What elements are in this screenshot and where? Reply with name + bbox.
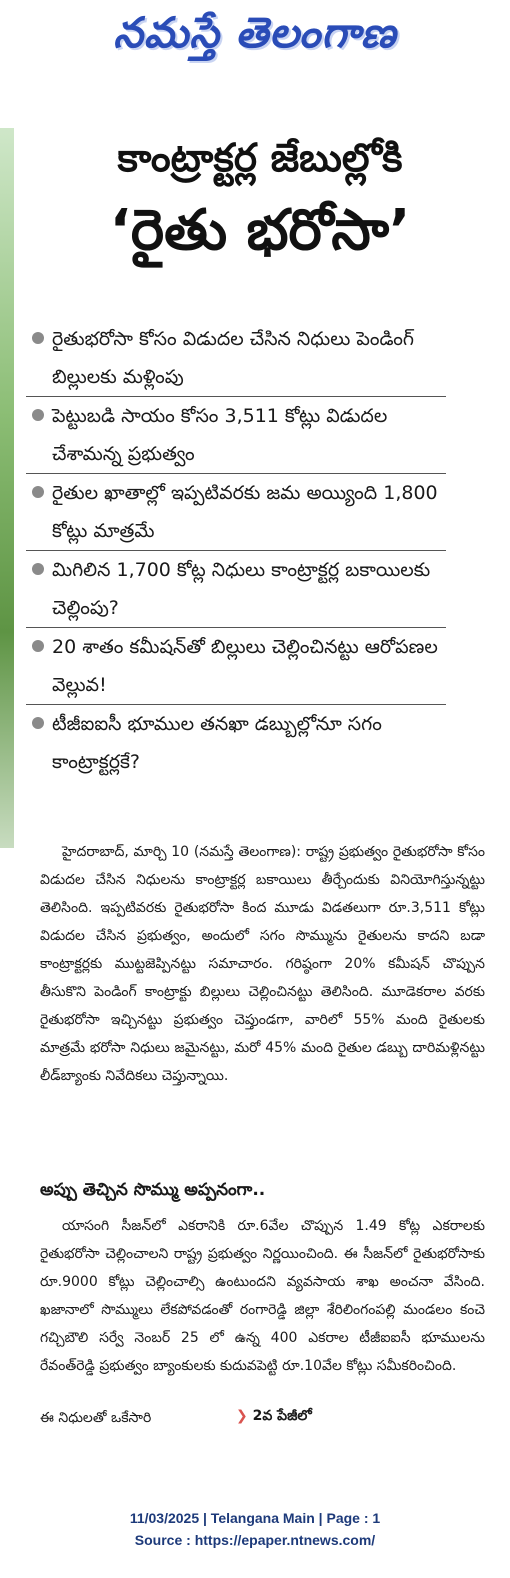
- page-jump-label: 2వ పేజీలో: [252, 1408, 312, 1424]
- chevron-right-icon: ❯: [236, 1408, 248, 1424]
- bullet-text: మిగిలిన 1,700 కోట్ల నిధులు కాంట్రాక్టర్ల బకాయిలకు చెల్లింపు?: [52, 559, 431, 619]
- bullet-list: [26, 320, 446, 781]
- footer-source-line[interactable]: Source : https://epaper.ntnews.com/: [134, 1532, 376, 1548]
- article-paragraph-2: యాసంగి సీజన్‌లో ఎకరానికి రూ.6వేల చొప్పున 1.49 కోట్ల ఎకరాలకు రైతుభరోసా చెల్లించాలని రాష్ట్ర ప్రభుత్వం నిర్ణయించింది. ఈ సీజన్‌లో రైతుభరోసాకు రూ.9000 కోట్లు చెల్లించాల్సి ఉంటుందని వ్యవసాయ శాఖ అంచనా వేసింది. ఖజానాలో సొమ్ములు లేకపోవడంతో రంగారెడ్డి జిల్లా శేరిలింగంపల్లి మండలం కంచె గచ్చిబౌలి సర్వే నెంబర్ 25 లో ఉన్న 400 ఎకరాల టీజీఐఐసీ భూములను రేవంత్‌రెడ్డి ప్రభుత్వం బ్యాంకులకు కుదువపెట్టి రూ.10వేల కోట్లు సమీకరించింది.: [40, 1218, 485, 1374]
- masthead: [0, 0, 510, 80]
- bullet-item: [26, 474, 446, 551]
- bullet-text: రైతుల ఖాతాల్లో ఇప్పటివరకు జమ అయ్యింది 1,800 కోట్లు మాత్రమే: [52, 482, 438, 542]
- headline-line-2: ‘రైతు భరోసా’: [109, 198, 411, 263]
- bullet-dot-icon: [32, 563, 44, 575]
- footer-date-line: 11/03/2025 | Telangana Main | Page : 1: [129, 1510, 381, 1526]
- article-paragraph-1: హైదరాబాద్, మార్చి 10 (నమస్తే తెలంగాణ): రాష్ట్ర ప్రభుత్వం రైతుభరోసా కోసం విడుదల చేసిన నిధులను కాంట్రాక్టర్ల బకాయిలు తీర్చేందుకు వినియోగిస్తున్నట్టు తెలిసింది. ఇప్పటివరకు రైతుభరోసా కింద మూడు విడతలుగా రూ.3,511 కోట్లు విడుదల చేసిన ప్రభుత్వం, అందులో సగం సొమ్మును రైతులను కాదని బడా కాంట్రాక్టర్లకు ముట్టజెప్పినట్టు సమాచారం. గరిష్ఠంగా 20% కమీషన్ చొప్పున తీసుకొని పెండింగ్ కాంట్రాక్టు బిల్లులు చెల్లించినట్టు తెలిసింది. మూడెకరాల వరకు రైతుభరోసా ఇచ్చినట్టు ప్రభుత్వం చెప్తుండగా, వారిలో 55% మంది రైతులకు మాత్రమే భరోసా నిధులు జమైనట్టు, మరో 45% మంది రైతుల డబ్బు దారిమళ్లినట్టు లీడ్‌బ్యాంకు నివేదికలు చెప్తున్నాయి.: [40, 844, 485, 1084]
- bullet-item: [26, 628, 446, 705]
- bullet-item: [26, 705, 446, 781]
- page-jump-link[interactable]: [236, 1408, 312, 1427]
- bullet-dot-icon: [32, 640, 44, 652]
- bullet-dot-icon: [32, 486, 44, 498]
- bullet-dot-icon: [32, 409, 44, 421]
- bullet-text: టీజీఐఐసీ భూముల తనఖా డబ్బుల్లోనూ సగం కాంట్రాక్టర్లకే?: [52, 713, 382, 773]
- bullet-dot-icon: [32, 332, 44, 344]
- bullet-text: 20 శాతం కమీషన్‌తో బిల్లులు చెల్లించినట్టు ఆరోపణల వెల్లువ!: [52, 636, 438, 696]
- bullet-item: [26, 320, 446, 397]
- masthead-title: నమస్తే తెలంగాణ: [113, 8, 397, 57]
- photo-strip: [0, 128, 14, 848]
- bullet-text: పెట్టుబడి సాయం కోసం 3,511 కోట్లు విడుదల చేశామన్న ప్రభుత్వం: [52, 405, 388, 465]
- article-subhead: అప్పు తెచ్చిన సొమ్ము అప్పనంగా..: [40, 1180, 266, 1200]
- bullet-item: [26, 551, 446, 628]
- continuation-text: ఈ నిధులతో ఒకేసారి: [40, 1410, 152, 1426]
- bullet-text: రైతుభరోసా కోసం విడుదల చేసిన నిధులు పెండింగ్ బిల్లులకు మళ్లింపు: [52, 328, 414, 388]
- bullet-dot-icon: [32, 717, 44, 729]
- headline-line-1: కాంట్రాక్టర్ల జేబుల్లోకి: [117, 136, 403, 181]
- bullet-item: [26, 397, 446, 474]
